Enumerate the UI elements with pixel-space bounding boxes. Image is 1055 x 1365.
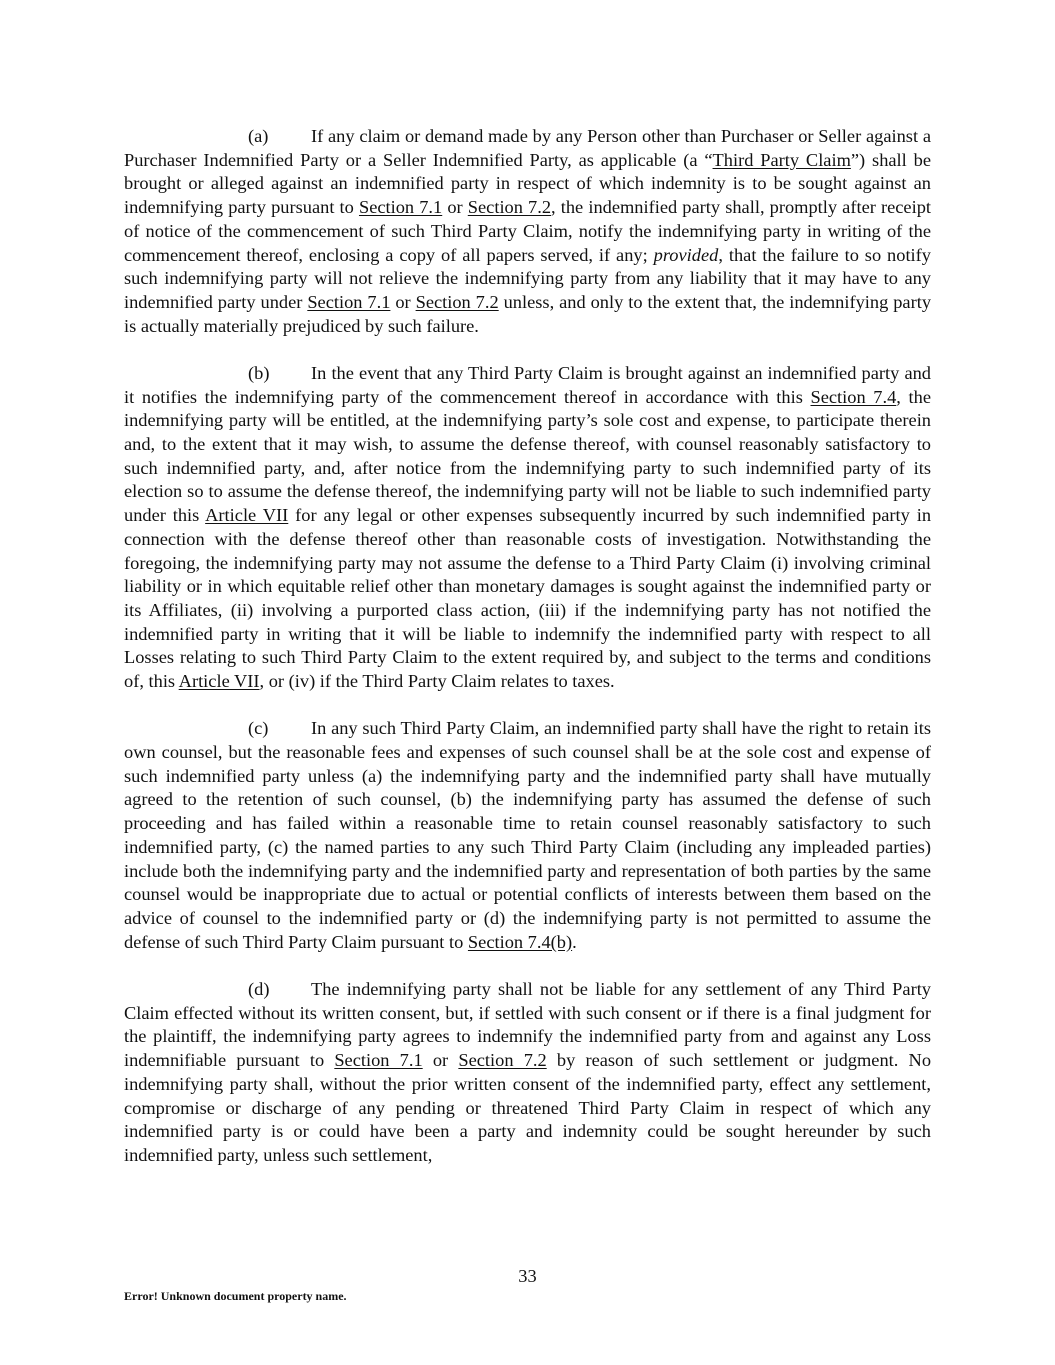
cross-reference-link: Section 7.2: [467, 197, 552, 218]
paragraph-a: [124, 125, 931, 338]
text-run: , the indemnifying party will be entitled, at the indemnifying party’s sole cost and expense, to participate therein and, to the extent that it may wish, to assume the defense thereof, with counsel reasonably satisfactory to such indemnified party, and, after notice from the indemnifying party to such indemnified party of its election so to assume the defense thereof, the indemnifying party will not be liable to such indemnified party under this: [124, 386, 931, 526]
paragraph-text: [124, 126, 931, 336]
paragraph-label: (b): [248, 362, 270, 383]
paragraph-c: [124, 717, 931, 954]
document-body: [124, 125, 931, 1168]
text-run: by reason of such settlement or judgment. No indemnifying party shall, without the prior written consent of the indemnified party, effect any settlement, compromise or discharge of any pending or threatened Third Party Claim in respect of which any indemnified party is or could have been a party and indemnity could be sought hereunder by such indemnified party, unless such settlement,: [124, 1050, 932, 1165]
paragraph-text: [124, 979, 931, 1165]
paragraph-label: (d): [248, 978, 270, 999]
cross-reference-link: Section 7.4(b): [467, 931, 573, 952]
text-run: In any such Third Party Claim, an indemnified party shall have the right to retain its own counsel, but the reasonable fees and expenses of such counsel shall be at the sole cost and expense of such indemnified party unless (a) the indemnifying party and the indemnified party shall have mutually agreed to the retention of such counsel, (b) the indemnifying party has assumed the defense of such proceeding and has failed within a reasonable time to retain counsel reasonably satisfactory to such indemnified party, (c) the named parties to any such Third Party Claim (including any impleaded parties) include both the indemnifying party and the indemnified party and representation of both parties by the same counsel would be inappropriate due to actual or potential conflicts of interests between them based on the advice of counsel to the indemnified party or (d) the indemnifying party is not permitted to assume the defense of such Third Party Claim pursuant to: [124, 718, 931, 952]
footer-error-text: Error! Unknown document property name.: [124, 1289, 347, 1303]
text-run: .: [572, 931, 577, 952]
cross-reference-link: Section 7.1: [307, 291, 391, 312]
text-run: If any claim or demand made by any Person other than Purchaser or Seller against a Purchaser Indemnified Party or a Seller Indemnified Party, as applicable (a “: [124, 126, 931, 170]
text-run: for any legal or other expenses subsequently incurred by such indemnified party in connection with the defense thereof other than reasonable costs of investigation. Notwithstanding the foregoing, the indemnifying party may not assume the defense to a Third Party Claim (i) involving criminal liability or in which equitable relief other than monetary damages is sought against the indemnified party or its Affiliates, (ii) involving a purported class action, (iii) if the indemnifying party has not notified the indemnified party in writing that it will be liable to indemnify the indemnified party with respect to all Losses relating to such Third Party Claim to the extent required by, and subject to the terms and conditions of, this: [124, 505, 932, 692]
cross-reference-link: Section 7.4: [810, 386, 897, 407]
paragraph-text: [124, 718, 931, 951]
paragraph-label: (a): [248, 126, 269, 146]
text-run: ”) shall be brought or alleged against an indemnified party in respect of which indemnity is to be sought against an indemnifying party pursuant to: [124, 149, 931, 218]
cross-reference-link: Section 7.2: [415, 291, 499, 312]
text-run: or: [422, 1050, 459, 1071]
cross-reference-link: Section 7.1: [358, 197, 443, 218]
paragraph-d: [124, 978, 931, 1168]
text-run: The indemnifying party shall not be liable for any settlement of any Third Party Claim effected without its written consent, but, if settled with such consent or if there is a final judgment for the plaintiff, the indemnifying party agrees to indemnify the indemnified party from and against any Loss indemnifiable pursuant to: [124, 978, 931, 1071]
text-run: , or (iv) if the Third Party Claim relates to taxes.: [259, 671, 615, 692]
text-run: or: [390, 291, 416, 312]
cross-reference-link: Third Party Claim: [712, 149, 851, 170]
text-run: unless, and only to the extent that, the indemnifying party is actually materially prejudiced by such failure.: [124, 291, 932, 336]
text-run: , that the failure to so notify such indemnifying party will not relieve the indemnifying party from any liability that it may have to any indemnified party under: [124, 244, 931, 312]
paragraph-b: [124, 362, 931, 694]
cross-reference-link: Article VII: [178, 671, 260, 692]
cross-reference-link: Article VII: [205, 505, 289, 526]
paragraph-text: [124, 363, 931, 691]
cross-reference-link: Section 7.1: [334, 1050, 423, 1071]
text-run: or: [442, 197, 468, 218]
paragraph-label: (c): [248, 718, 269, 739]
text-run: , the indemnified party shall, promptly after receipt of notice of the commencement of such Third Party Claim, notify the indemnifying party in writing of the commencement thereof, enclosing a copy of all papers served, if any;: [124, 197, 932, 265]
emphasized-text: provided: [653, 244, 719, 265]
cross-reference-link: Section 7.2: [458, 1050, 547, 1071]
text-run: In the event that any Third Party Claim is brought against an indemnified party and it notifies the indemnifying party of the commencement thereof in accordance with this: [124, 362, 931, 407]
page-number: 33: [518, 1266, 537, 1286]
